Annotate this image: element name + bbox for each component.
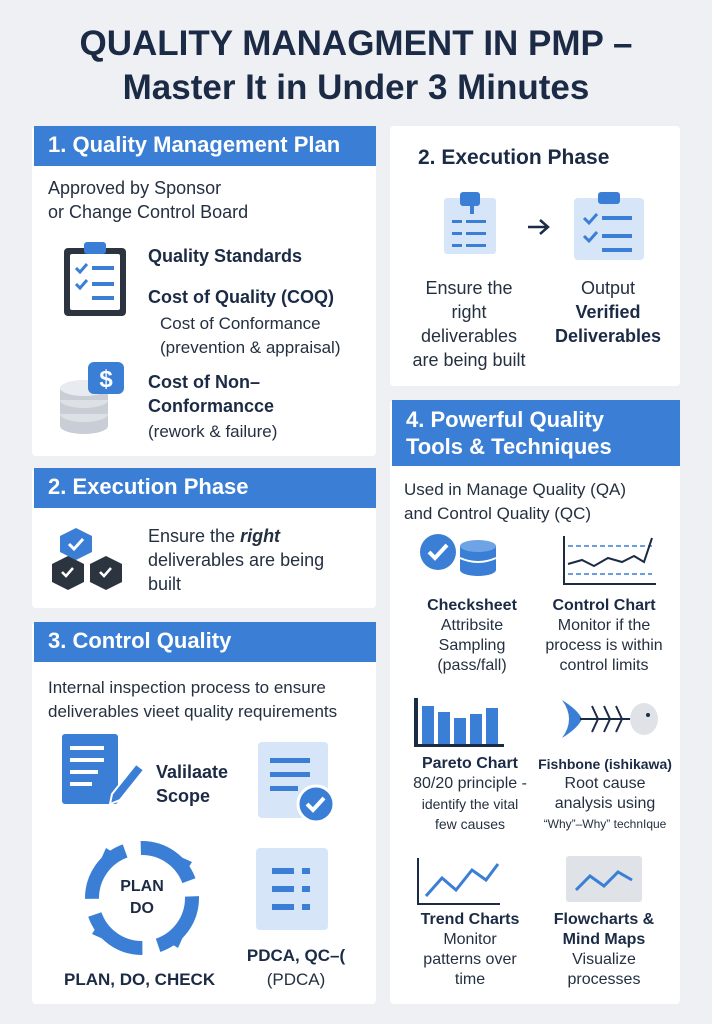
conformance-text: Cost of Conformance (prevention & appraisal): [160, 314, 341, 357]
tool-trend-charts: Trend Charts Monitor patterns over time: [420, 911, 520, 988]
title-line-2: Master It in Under 3 Minutes: [122, 68, 590, 107]
validate-scope-label: Valilaate Scope: [156, 762, 229, 806]
checklist-icon: [574, 192, 644, 260]
approval-text: Approved by Sponsor or Change Control Board: [48, 178, 249, 222]
document-pencil-icon: [62, 734, 148, 810]
arrow-right-icon: [526, 218, 552, 236]
control-chart-icon: [562, 534, 658, 586]
cubes-check-icon: [50, 526, 130, 592]
cycle-caption: PLAN, DO, CHECK: [64, 970, 216, 989]
pareto-chart-icon: [412, 694, 508, 748]
clipboard-pin-icon: [444, 192, 500, 256]
execution-text-left: Ensure the right deliverables are being built: [148, 526, 325, 594]
list-doc-icon: [256, 848, 332, 932]
tools-used-in: Used in Manage Quality (QA) and Control Quality (QC): [404, 480, 627, 523]
control-quality-header: 3. Control Quality: [34, 622, 376, 662]
tool-flowcharts: Flowcharts & Mind Maps Visualize processes: [553, 911, 655, 988]
fishbone-icon: [560, 696, 660, 742]
tool-checksheet: Checksheet Attribsite Sampling (pass/fall): [427, 597, 517, 674]
checklist-badge-icon: [258, 742, 338, 824]
page-title: [0, 22, 712, 110]
tool-pareto-chart: Pareto Chart 80/20 principle - identify the vital few causes: [413, 755, 527, 832]
non-conformance-detail: (rework & failure): [148, 422, 278, 441]
tool-control-chart: Control Chart Monitor if the process is within control limits: [545, 597, 663, 674]
quality-plan-header: 1. Quality Management Plan: [34, 126, 376, 166]
quality-standards-label: Quality Standards: [148, 246, 303, 266]
output-text: Output Verified Deliverables: [554, 278, 662, 346]
svg-text:$: $: [99, 366, 113, 393]
coq-label: Cost of Quality (COQ): [148, 287, 334, 307]
non-conformance-label: Cost of Non– Conformancce: [148, 372, 275, 416]
cycle-center-text: PLAN DO: [120, 878, 164, 917]
clipboard-icon: [62, 240, 128, 318]
trend-chart-icon: [416, 856, 502, 906]
checksheet-icon: [418, 532, 498, 584]
tool-fishbone: Fishbone (ishikawa) Root cause analysis using “Why”–Why” technIque: [538, 756, 672, 831]
pdca-label: PDCA, QC–( (PDCA): [246, 946, 346, 989]
execution-header-left: 2. Execution Phase: [34, 468, 376, 508]
coins-dollar-icon: [58, 362, 130, 438]
execution-text-right: Ensure the right deliverables are being built: [412, 278, 526, 370]
flowchart-icon: [566, 856, 642, 902]
control-quality-desc: Internal inspection process to ensure deliverables vieet quality requirements: [48, 678, 338, 721]
tools-header: 4. Powerful Quality Tools & Techniques: [392, 400, 680, 466]
title-line-1: QUALITY MANAGMENT IN PMP –: [79, 24, 633, 63]
execution-header-right: 2. Execution Phase: [418, 146, 610, 169]
